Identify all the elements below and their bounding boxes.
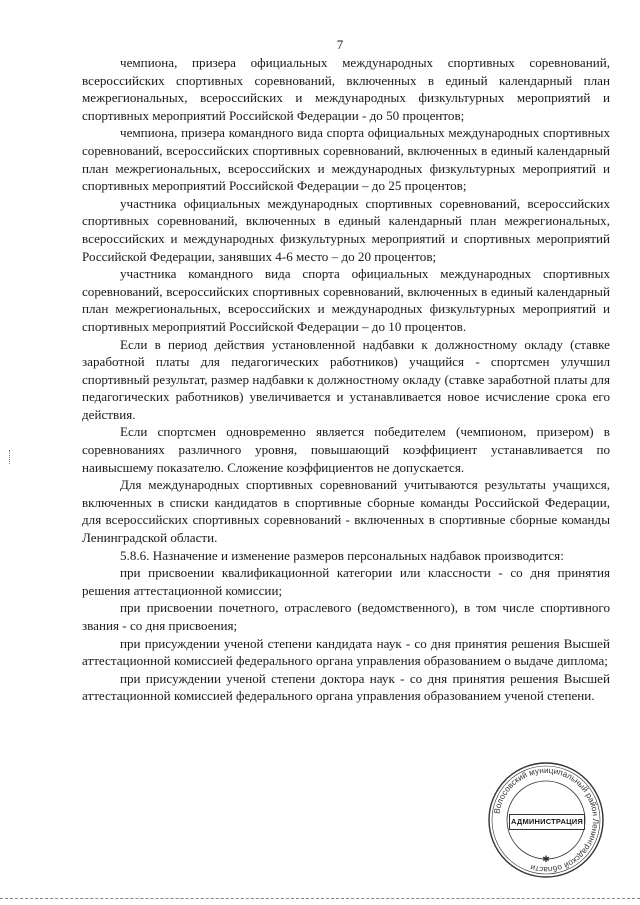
paragraph: участника командного вида спорта официальных международных спортивных соревнований, всероссийских спортивных соревнований, включенных в единый календарный план межрегиональных, всероссийских и международных физкультурных мероприятий и спортивных мероприятий Российской Федерации – до 10 процентов.: [82, 266, 610, 334]
paragraph: при присвоении почетного, отраслевого (ведомственного), в том числе спортивного звания - со дня присвоения;: [82, 600, 610, 633]
paragraph: Для международных спортивных соревнований учитываются результаты учащихся, включенных в списки кандидатов в спортивные сборные команды Российской Федерации, для всероссийских спортивных соревнований - включенных в спортивные сборные команды Ленинградской области.: [82, 477, 610, 546]
paragraph: 5.8.6. Назначение и изменение размеров персональных надбавок производится:: [120, 547, 564, 563]
page-bottom-rule: [0, 898, 640, 899]
stamp-center-label: АДМИНИСТРАЦИЯ: [509, 814, 585, 830]
paragraph: участника официальных международных спортивных соревнований, всероссийских спортивных соревнований, включенных в единый календарный план межрегиональных, всероссийских и международных физкультурных мероприятий и спортивных мероприятий Российской Федерации, занявших 4-6 место – до 20 процентов;: [82, 195, 610, 264]
stamp-ring-text: Волосовский муниципальный район Ленинградской области: [492, 765, 601, 875]
page-number: 7: [336, 37, 344, 52]
paragraph: чемпиона, призера командного вида спорта официальных международных спортивных соревнований, всероссийских спортивных соревнований, включенных в единый календарный план межрегиональных, всероссийских и международных физкультурных мероприятий и спортивных мероприятий Российской Федерации – до 25 процентов;: [82, 125, 610, 194]
official-stamp: [486, 760, 606, 880]
paragraph: Если спортсмен одновременно является победителем (чемпионом, призером) в соревнованиях различного уровня, повышающий коэффициент устанавливается по наивысшему показателю. Сложение коэффициентов не допускается.: [82, 424, 610, 475]
paragraph: Если в период действия установленной надбавки к должностному окладу (ставке заработной платы для педагогических работников) учащийся - спортсмен улучшил спортивный результат, размер надбавки к должностному окладу (ставке заработной платы для педагогических работников) увеличивается и устанавливается новое исчисление срока его действия.: [82, 336, 610, 422]
document-body: [82, 54, 610, 705]
star-icon: ✱: [542, 854, 550, 864]
paragraph: при присвоении квалификационной категории или классности - со дня принятия решения аттестационной комиссии;: [82, 565, 610, 598]
paragraph: чемпиона, призера официальных международных спортивных соревнований, всероссийских спортивных соревнований, включенных в единый календарный план межрегиональных, всероссийских и международных физкультурных мероприятий и спортивных мероприятий Российской Федерации - до 50 процентов;: [82, 55, 610, 123]
paragraph: при присуждении ученой степени доктора наук - со дня принятия решения Высшей аттестационной комиссией федерального органа управления образованием ученой степени.: [82, 670, 610, 704]
paragraph: при присуждении ученой степени кандидата наук - со дня принятия решения Высшей аттестационной комиссией федерального органа управления образованием о выдаче диплома;: [82, 635, 610, 669]
margin-mark: [9, 450, 13, 464]
